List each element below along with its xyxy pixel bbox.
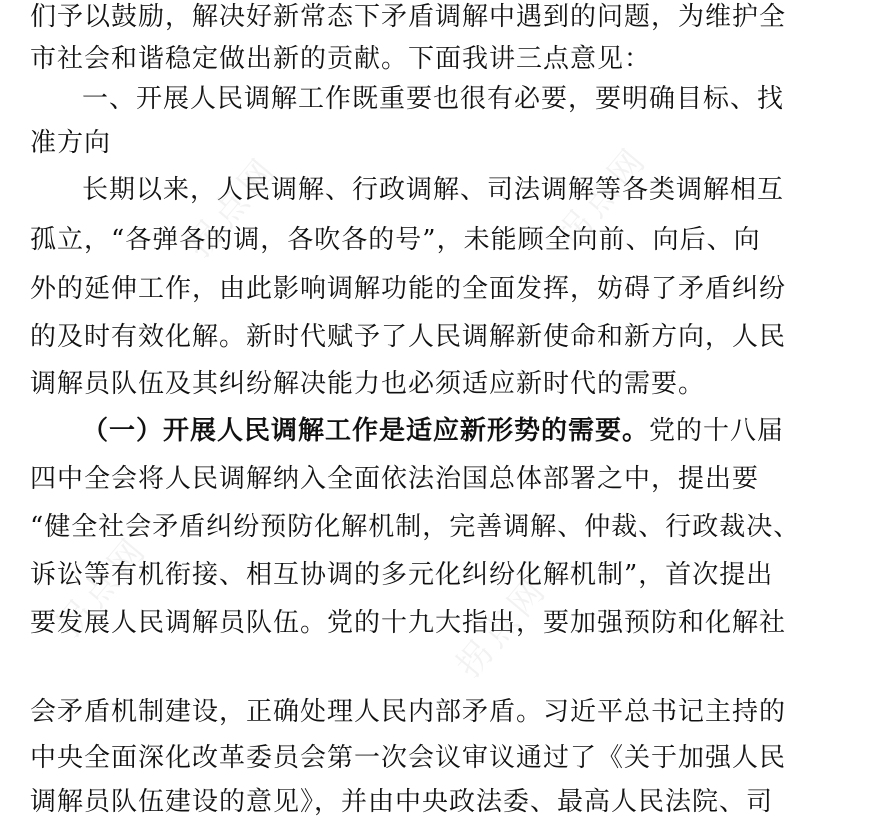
text-line: 们予以鼓励，解决好新常态下矛盾调解中遇到的问题，为维护全 — [30, 2, 787, 32]
text-line: 长期以来，人民调解、行政调解、司法调解等各类调解相互 — [82, 175, 785, 205]
text-line: 中央全面深化改革委员会第一次会议审议通过了《关于加强人民 — [30, 743, 787, 773]
watermark: 拐点网 — [448, 567, 557, 686]
text-line: 外的延伸工作，由此影响调解功能的全面发挥，妨碍了矛盾纠纷 — [30, 274, 787, 304]
text-line: 市社会和谐稳定做出新的贡献。下面我讲三点意见： — [30, 44, 652, 74]
subsection-text: 党的十八届 — [649, 416, 785, 446]
subsection-line — [82, 404, 882, 458]
text-line: 调解员队伍建设的意见》，并由中央政法委、最高人民法院、司 — [30, 787, 774, 817]
text-line: 诉讼等有机衔接、相互协调的多元化纠纷化解机制”，首次提出 — [30, 560, 774, 590]
text-line: 调解员队伍及其纠纷解决能力也必须适应新时代的需要。 — [30, 369, 706, 399]
watermark: 拐点网 — [548, 137, 657, 256]
section-heading-line: 准方向 — [30, 128, 112, 158]
text-line: “健全社会矛盾纠纷预防化解机制，完善调解、仲裁、行政裁决、 — [30, 512, 801, 542]
text-line: 会矛盾机制建设，正确处理人民内部矛盾。习近平总书记主持的 — [30, 697, 787, 727]
text-line: 要发展人民调解员队伍。党的十九大指出，要加强预防和化解社 — [30, 608, 787, 638]
text-line: 的及时有效化解。新时代赋予了人民调解新使命和新方向，人民 — [30, 322, 787, 352]
text-line: 四中全会将人民调解纳入全面依法治国总体部署之中，提出要 — [30, 464, 760, 494]
subsection-heading: （一）开展人民调解工作是适应新形势的需要。 — [82, 416, 650, 446]
section-heading-line: 一、开展人民调解工作既重要也很有必要，要明确目标、找 — [82, 84, 785, 114]
text-line: 孤立，“各弹各的调，各吹各的号”，未能顾全向前、向后、向 — [30, 225, 761, 255]
watermark: 拐点网 — [48, 527, 157, 646]
watermark: 拐点网 — [178, 147, 287, 266]
